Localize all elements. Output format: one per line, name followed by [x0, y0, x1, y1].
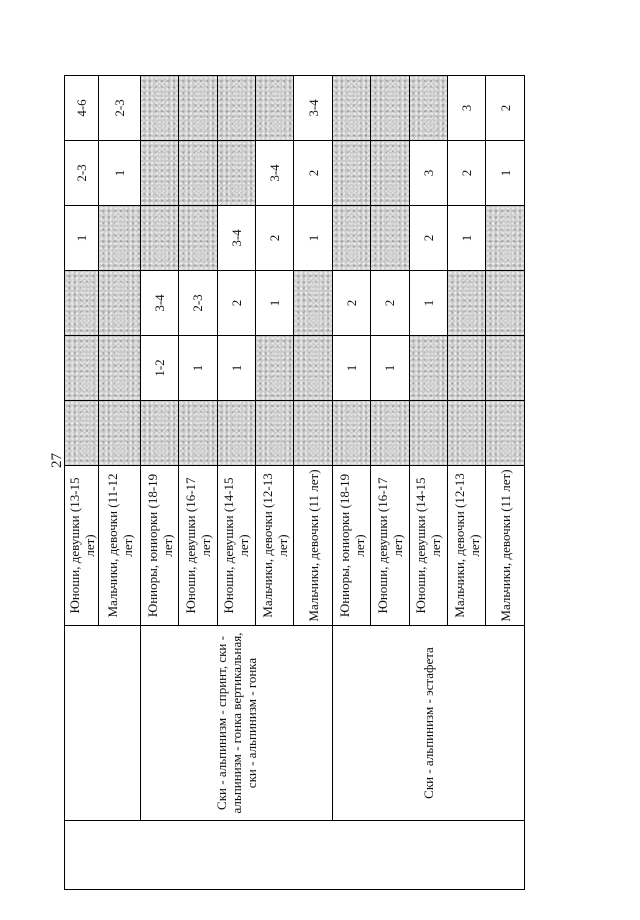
age-category: Юноши, девушки (16-17 лет) [371, 466, 409, 626]
place-cell [256, 336, 294, 401]
place-cell: 3 [409, 141, 447, 206]
place-cell [256, 401, 294, 466]
place-cell [486, 401, 525, 466]
place-cell [140, 206, 178, 271]
place-cell: 2 [409, 206, 447, 271]
place-cell: 1 [448, 206, 486, 271]
place-cell [65, 271, 99, 336]
discipline-cell-blank [65, 626, 141, 821]
age-category: Мальчики, девочки (11-12 лет) [99, 466, 140, 626]
page-number: 27 [49, 453, 65, 468]
place-cell [217, 141, 255, 206]
place-cell: 1 [217, 336, 255, 401]
place-cell: 3 [448, 76, 486, 141]
place-cell: 2 [294, 141, 332, 206]
place-cell [99, 206, 140, 271]
place-cell [371, 76, 409, 141]
blank-column [65, 821, 525, 890]
place-cell [332, 76, 370, 141]
place-cell: 1 [294, 206, 332, 271]
place-cell: 3-4 [140, 271, 178, 336]
place-cell [486, 336, 525, 401]
age-category: Мальчики, девочки (12-13 лет) [448, 466, 486, 626]
place-cell [486, 271, 525, 336]
place-cell: 1 [256, 271, 294, 336]
place-cell: 2-3 [65, 141, 99, 206]
place-cell: 1 [99, 141, 140, 206]
place-cell [179, 401, 217, 466]
place-cell [371, 141, 409, 206]
place-cell: 2 [217, 271, 255, 336]
age-category: Юниоры, юниорки (18-19 лет) [332, 466, 370, 626]
place-cell [448, 271, 486, 336]
age-category: Мальчики, девочки (11 лет) [294, 466, 332, 626]
place-cell: 2 [371, 271, 409, 336]
place-cell: 1 [486, 141, 525, 206]
place-cell: 3-4 [217, 206, 255, 271]
place-cell [179, 141, 217, 206]
place-cell [179, 76, 217, 141]
place-cell: 2 [486, 76, 525, 141]
place-cell [99, 401, 140, 466]
place-cell: 1 [371, 336, 409, 401]
place-cell: 2-3 [179, 271, 217, 336]
place-cell [294, 271, 332, 336]
table-row [65, 76, 99, 890]
place-cell [99, 271, 140, 336]
table-row [140, 76, 178, 890]
place-cell [371, 401, 409, 466]
place-cell: 1 [409, 271, 447, 336]
place-cell [409, 401, 447, 466]
place-cell [99, 336, 140, 401]
place-cell: 1 [179, 336, 217, 401]
age-category: Юноши, девушки (14-15 лет) [409, 466, 447, 626]
place-cell: 3-4 [294, 76, 332, 141]
results-table [64, 75, 525, 890]
age-category: Юноши, девушки (16-17 лет) [179, 466, 217, 626]
place-cell [179, 206, 217, 271]
place-cell [140, 401, 178, 466]
place-cell [486, 206, 525, 271]
age-category: Мальчики, девочки (11 лет) [486, 466, 525, 626]
place-cell: 3-4 [256, 141, 294, 206]
place-cell [140, 141, 178, 206]
table-row [332, 76, 370, 890]
age-category: Мальчики, девочки (12-13 лет) [256, 466, 294, 626]
discipline-sprint-vertical-race: Ски - альпинизм - спринт, ски - альпинизм - гонка вертикальная, ски - альпинизм - гонка [140, 626, 332, 821]
results-table-rotated [64, 76, 525, 890]
place-cell [409, 76, 447, 141]
age-category: Юниоры, юниорки (18-19 лет) [140, 466, 178, 626]
place-cell [332, 401, 370, 466]
place-cell [140, 76, 178, 141]
place-cell: 1 [332, 336, 370, 401]
age-category: Юноши, девушки (14-15 лет) [217, 466, 255, 626]
discipline-relay: Ски - альпинизм - эстафета [332, 626, 524, 821]
place-cell [332, 141, 370, 206]
place-cell: 2 [332, 271, 370, 336]
place-cell: 2 [256, 206, 294, 271]
place-cell [448, 401, 486, 466]
place-cell [448, 336, 486, 401]
place-cell [65, 336, 99, 401]
place-cell: 2-3 [99, 76, 140, 141]
place-cell [217, 76, 255, 141]
place-cell: 1 [65, 206, 99, 271]
place-cell [371, 206, 409, 271]
place-cell [409, 336, 447, 401]
place-cell: 1-2 [140, 336, 178, 401]
place-cell: 4-6 [65, 76, 99, 141]
place-cell: 2 [448, 141, 486, 206]
place-cell [332, 206, 370, 271]
age-category: Юноши, девушки (13-15 лет) [65, 466, 99, 626]
place-cell [294, 336, 332, 401]
place-cell [65, 401, 99, 466]
place-cell [256, 76, 294, 141]
place-cell [294, 401, 332, 466]
place-cell [217, 401, 255, 466]
